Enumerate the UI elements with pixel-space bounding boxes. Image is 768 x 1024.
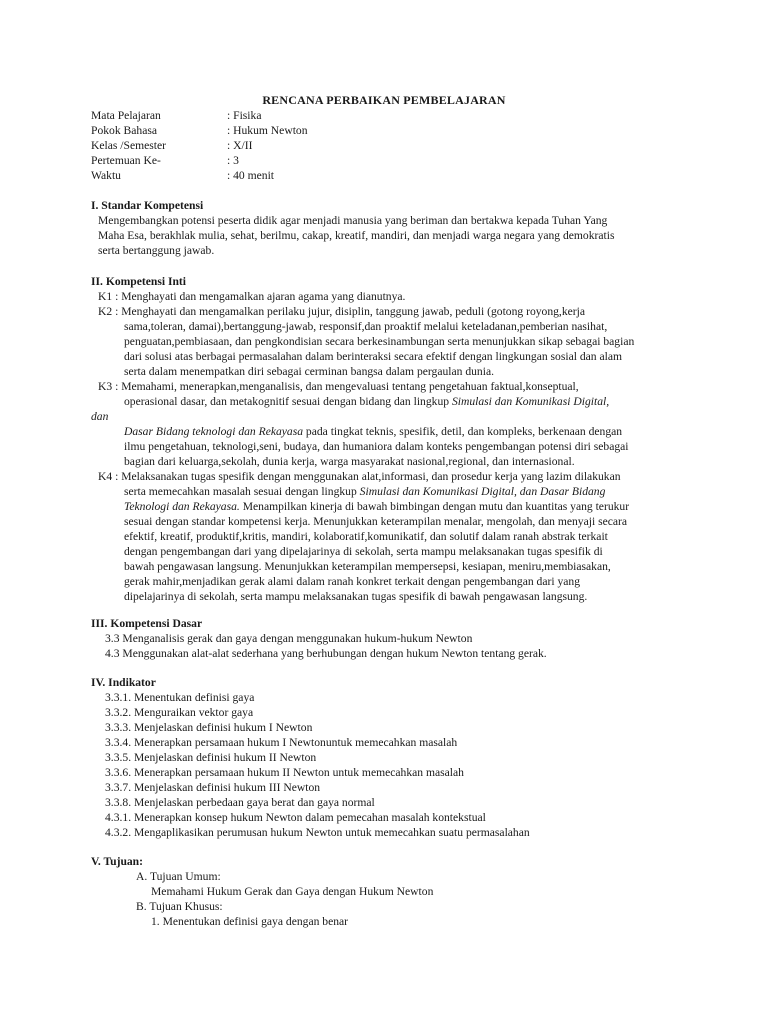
section-1-heading: I. Standar Kompetensi xyxy=(91,199,204,212)
k3-text-part: pada tingkat teknis, spesifik, detil, dan kompleks, berkenaan dengan xyxy=(303,425,623,438)
info-value-class: : X/II xyxy=(227,139,253,152)
indicator-item: 3.3.5. Menjelaskan definisi hukum II Newton xyxy=(105,751,317,764)
k3-text: ilmu pengetahuan, teknologi,seni, budaya, dan humaniora dalam konteks pengembangan potensi diri sebagai xyxy=(124,440,629,453)
basic-competency-item: 3.3 Menganalisis gerak dan gaya dengan menggunakan hukum-hukum Newton xyxy=(105,632,473,645)
basic-competency-item: 4.3 Menggunakan alat-alat sederhana yang berhubungan dengan hukum Newton tentang gerak. xyxy=(105,647,547,660)
k4-text: bawah pengawasan langsung. Menunjukkan keterampilan mempersepsi, kesiapan, meniru,membiasakan, xyxy=(124,560,611,573)
k4-text xyxy=(124,484,605,499)
k4-italic-text: Simulasi dan Komunikasi Digital, dan Dasar Bidang xyxy=(359,485,606,498)
section-5-heading: V. Tujuan: xyxy=(91,855,143,868)
section-3-heading: III. Kompetensi Dasar xyxy=(91,617,203,630)
info-label-meeting: Pertemuan Ke- xyxy=(91,154,161,167)
specific-goal-item: 1. Menentukan definisi gaya dengan benar xyxy=(151,915,349,928)
k3-text xyxy=(91,409,108,424)
k3-italic-text: Simulasi dan Komunikasi Digital, xyxy=(451,395,610,408)
k3-text xyxy=(124,424,622,439)
indicator-item: 3.3.3. Menjelaskan definisi hukum I Newton xyxy=(105,721,313,734)
specific-goal-label: B. Tujuan Khusus: xyxy=(136,900,223,913)
general-goal-label: A. Tujuan Umum: xyxy=(136,870,221,883)
indicator-item: 3.3.2. Menguraikan vektor gaya xyxy=(105,706,254,719)
indicator-item: 4.3.1. Menerapkan konsep hukum Newton dalam pemecahan masalah kontekstual xyxy=(105,811,486,824)
k4-text xyxy=(124,499,629,514)
k2-text: K2 : Menghayati dan mengamalkan perilaku jujur, disiplin, tanggung jawab, peduli (gotong royong,kerja xyxy=(98,305,586,318)
section-1-text: Maha Esa, berakhlak mulia, sehat, berilmu, cakap, kreatif, mandiri, dan menjadi warga negara yang demokratis xyxy=(98,229,615,242)
k4-text-part: serta memecahkan masalah sesuai dengan lingkup xyxy=(124,485,360,498)
indicator-item: 3.3.8. Menjelaskan perbedaan gaya berat dan gaya normal xyxy=(105,796,375,809)
info-label-subject: Mata Pelajaran xyxy=(91,109,161,122)
section-4-heading: IV. Indikator xyxy=(91,676,156,689)
k4-text: dipelajarinya di sekolah, serta mampu melaksanakan tugas spesifik di bawah pengawasan langsung. xyxy=(124,590,588,603)
document-title: RENCANA PERBAIKAN PEMBELAJARAN xyxy=(262,93,506,107)
info-label-topic: Pokok Bahasa xyxy=(91,124,158,137)
info-value-subject: : Fisika xyxy=(227,109,262,122)
indicator-item: 3.3.6. Menerapkan persamaan hukum II Newton untuk memecahkan masalah xyxy=(105,766,464,779)
k2-text: serta dalam menempatkan diri sebagai cerminan bangsa dalam pergaulan dunia. xyxy=(124,365,494,378)
k3-italic-text: dan xyxy=(91,410,109,423)
general-goal-text: Memahami Hukum Gerak dan Gaya dengan Hukum Newton xyxy=(151,885,434,898)
k3-text xyxy=(124,394,609,409)
k3-text-part: operasional dasar, dan metakognitif sesuai dengan bidang dan lingkup xyxy=(124,395,452,408)
k1-text: K1 : Menghayati dan mengamalkan ajaran agama yang dianutnya. xyxy=(98,290,406,303)
k4-text: K4 : Melaksanakan tugas spesifik dengan menggunakan alat,informasi, dan prosedur kerja yang lazim dilakukan xyxy=(98,470,621,483)
k4-text: efektif, kreatif, produktif,kritis, mandiri, kolaboratif,komunikatif, dan solutif dalam ranah abstrak terkait xyxy=(124,530,608,543)
section-1-text: Mengembangkan potensi peserta didik agar menjadi manusia yang beriman dan bertakwa kepada Tuhan Yang xyxy=(98,214,608,227)
k2-text: penguatan,pembiasaan, dan pengkondisian secara berkesinambungan serta menunjukkan sikap sebagai bagian xyxy=(124,335,635,348)
k4-text: dengan pengembangan dari yang dipelajarinya di sekolah, serta mampu melaksanakan tugas spesifik di xyxy=(124,545,603,558)
k4-text-part: Menampilkan kinerja di bawah bimbingan dengan mutu dan kuantitas yang terukur xyxy=(239,500,630,513)
k3-text: bagian dari keluarga,sekolah, dunia kerja, warga masyarakat nasional,regional, dan internasional. xyxy=(124,455,575,468)
info-label-time: Waktu xyxy=(91,169,121,182)
info-value-meeting: : 3 xyxy=(227,154,239,167)
indicator-item: 3.3.1. Menentukan definisi gaya xyxy=(105,691,255,704)
section-2-heading: II. Kompetensi Inti xyxy=(91,275,187,288)
k3-text: K3 : Memahami, menerapkan,menganalisis, dan mengevaluasi tentang pengetahuan faktual,konseptual, xyxy=(98,380,579,393)
k4-text: gerak mahir,menjadikan gerak alami dalam ranah konkret terkait dengan pengembangan dari yang xyxy=(124,575,581,588)
k2-text: dari solusi atas berbagai permasalahan dalam berinteraksi secara efektif dengan lingkungan sosial dan alam xyxy=(124,350,623,363)
indicator-item: 4.3.2. Mengaplikasikan perumusan hukum Newton untuk memecahkan suatu permasalahan xyxy=(105,826,530,839)
indicator-item: 3.3.7. Menjelaskan definisi hukum III Newton xyxy=(105,781,321,794)
k2-text: sama,toleran, damai),bertanggung-jawab, responsif,dan proaktif melalui keteladanan,pemberian nasihat, xyxy=(124,320,608,333)
section-1-text: serta bertanggung jawab. xyxy=(98,244,215,257)
info-label-class: Kelas /Semester xyxy=(91,139,167,152)
info-value-topic: : Hukum Newton xyxy=(227,124,308,137)
k4-text: sesuai dengan standar kompetensi kerja. Menunjukkan keterampilan menalar, mengolah, dan menyaji secara xyxy=(124,515,628,528)
indicator-item: 3.3.4. Menerapkan persamaan hukum I Newtonuntuk memecahkan masalah xyxy=(105,736,458,749)
k4-italic-text: Teknologi dan Rekayasa. xyxy=(124,500,240,513)
info-value-time: : 40 menit xyxy=(227,169,275,182)
k3-italic-text: Dasar Bidang teknologi dan Rekayasa xyxy=(124,425,304,438)
